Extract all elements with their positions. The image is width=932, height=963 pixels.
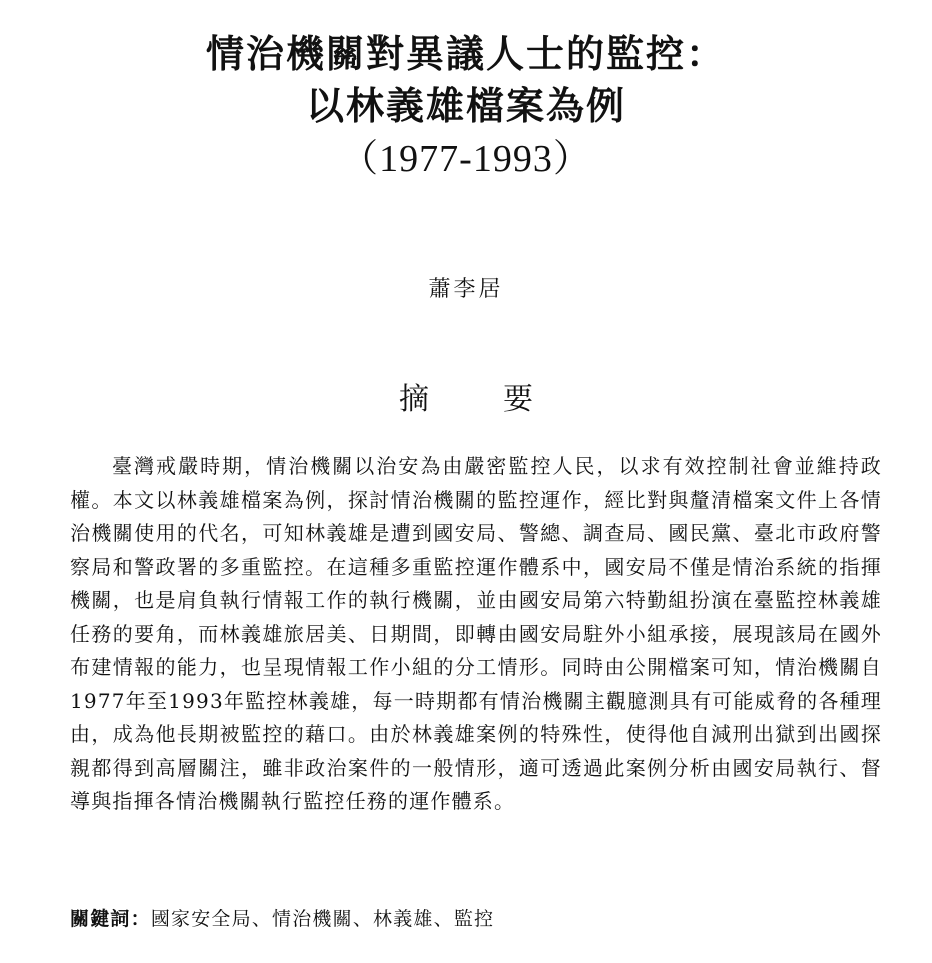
keywords-label: 關鍵詞： (70, 908, 151, 930)
author-name: 蕭李居 (428, 277, 504, 302)
abstract-heading: 摘 要 (399, 382, 555, 417)
paper-title (0, 28, 932, 186)
title-line-2: 以林義雄檔案為例 (305, 84, 626, 128)
keywords-text: 國家安全局、情治機關、林義雄、監控 (150, 908, 495, 930)
title-years: （1977-1993） (340, 138, 592, 180)
abstract-body: 臺灣戒嚴時期，情治機關以治安為由嚴密監控人民，以求有效控制社會並維持政權。本文以林義雄檔案為例，探討情治機關的監控運作，經比對與釐清檔案文件上各情治機關使用的代名，可知林義雄是遭到國安局、警總、調查局、國民黨、臺北市政府警察局和警政署的多重監控。在這種多重監控運作體系中，國安局不僅是情治系統的指揮機關，也是肩負執行情報工作的執行機關，並由國安局第六特勤組扮演在臺監控林義雄任務的要角，而林義雄旅居美、日期間，即轉由國安局駐外小組承接，展現該局在國外布建情報的能力，也呈現情報工作小組的分工情形。同時由公開檔案可知，情治機關自1977年至1993年監控林義雄，每一時期都有情治機關主觀臆測具有可能威脅的各種理由，成為他長期被監控的藉口。由於林義雄案例的特殊性，使得他自減刑出獄到出國探親都得到高層關注，雖非政治案件的一般情形，適可透過此案例分析由國安局執行、督導與指揮各情治機關執行監控任務的運作體系。 (70, 454, 882, 813)
title-line-1: 情治機關對異議人士的監控： (205, 32, 726, 76)
keywords-line (70, 904, 882, 931)
